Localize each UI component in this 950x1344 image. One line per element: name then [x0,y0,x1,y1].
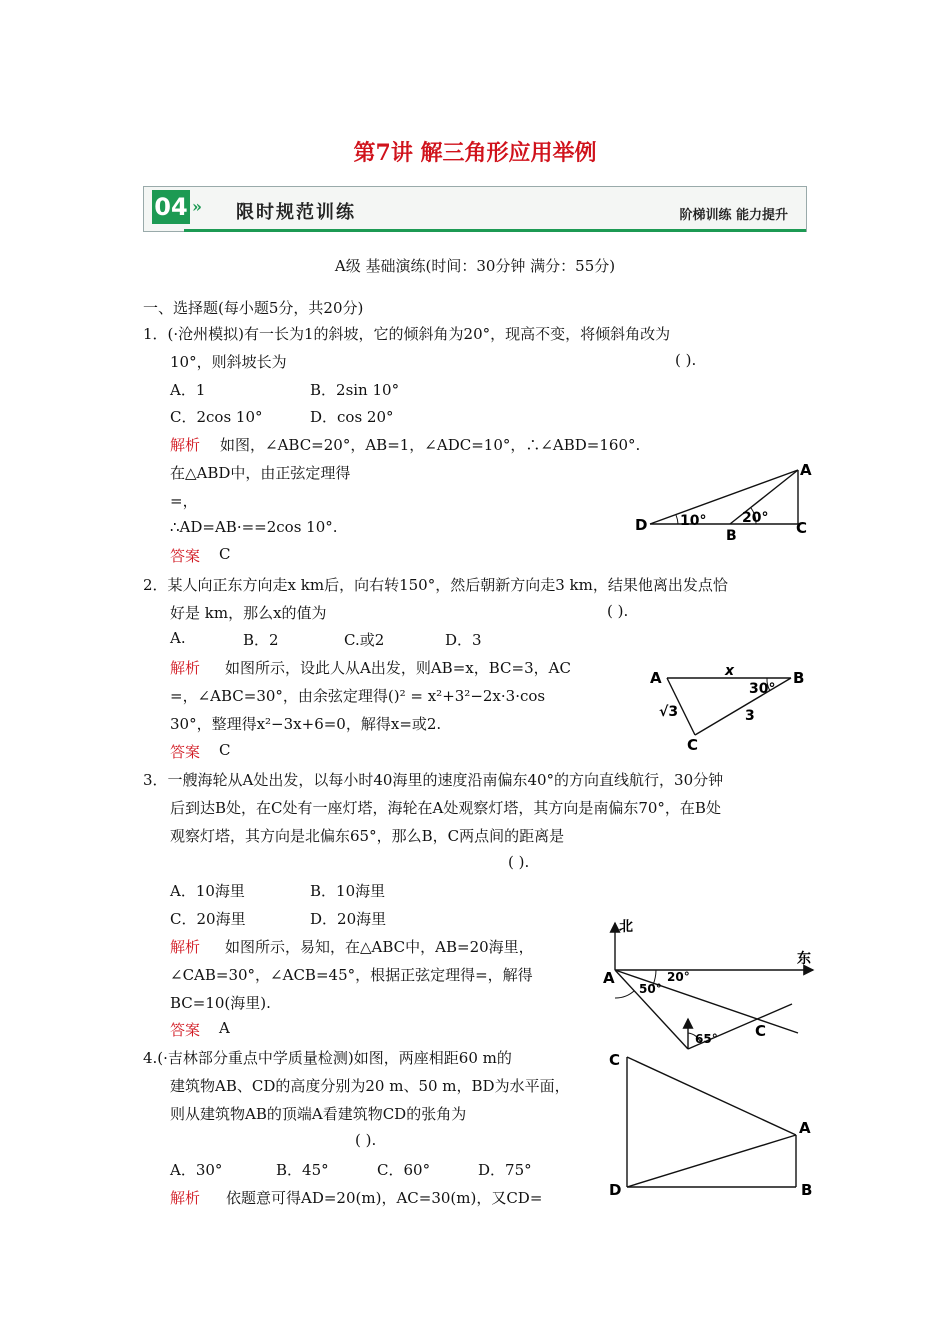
q2-stem-line2: 好是 km，那么x的值为 [170,604,327,622]
q1-option-d: D．cos 20° [310,408,394,426]
q2-answer-label: 答案 [170,743,201,761]
q3-solution-line1: 如图所示，易知，在△ABC中，AB=20海里， [225,938,534,956]
q1-stem-line2: 10°，则斜坡长为 [170,353,287,371]
q2-answer-value: C [219,741,231,759]
q3-option-d: D．20海里 [310,910,387,928]
section-banner [143,186,807,232]
q2-answer-blank: ( ). [607,602,629,620]
banner-subtitle: 阶梯训练 能力提升 [679,208,788,223]
q1-angle-20: 20° [742,510,769,526]
q2-option-b: B．2 [243,631,279,649]
q4-stem-line2: 建筑物AB、CD的高度分别为20 m、50 m，BD为水平面， [170,1077,570,1095]
q2-solution-line3: 30°，整理得x²−3x+6=0，解得x=或2. [170,715,442,733]
q4-buildings-figure [600,1045,820,1200]
q3-label-c: C [755,1022,767,1040]
q2-label-c: C [687,736,699,754]
q4-option-b: B．45° [276,1161,329,1179]
q1-answer-blank: ( ). [675,351,697,369]
q4-label-d: D [609,1181,622,1199]
q4-label-c: C [609,1051,621,1069]
q2-solution-line2: =，∠ABC=30°，由余弦定理得()² = x²+3²−2x·3·cos [170,687,546,705]
q1-label-d: D [635,516,648,534]
q1-solution-line1: 如图，∠ABC=20°，AB=1，∠ADC=10°，∴∠ABD=160°. [220,436,641,454]
q4-solution-label: 解析 [170,1189,201,1207]
q4-option-a: A．30° [170,1161,223,1179]
q3-label-north: 北 [619,919,633,935]
q1-solution-line2: 在△ABD中，由正弦定理得 [170,464,351,482]
q3-label-a: A [603,969,615,987]
q1-solution-label: 解析 [170,436,201,454]
q3-navigation-figure [595,915,820,1055]
q2-triangle-figure [645,660,815,755]
q4-stem-line3: 则从建筑物AB的顶端A看建筑物CD的张角为 [170,1105,467,1123]
q3-solution-line3: BC=10(海里). [170,994,271,1012]
q1-option-c: C．2cos 10° [170,408,263,426]
q1-answer-label: 答案 [170,547,201,565]
q3-solution-label: 解析 [170,938,201,956]
q2-option-c: C.或2 [344,631,385,649]
q2-side-3: 3 [745,708,755,724]
level-heading: A级 基础演练(时间：30分钟 满分：55分) [334,257,616,275]
q2-stem-line1: 2．某人向正东方向走x km后，向右转150°，然后朝新方向走3 km，结果他离出发点恰 [143,576,728,594]
q3-answer-blank: ( ). [508,853,530,871]
q3-label-east: 东 [797,951,811,967]
banner-underline [184,229,806,232]
q4-stem-line1: 4.(·吉林部分重点中学质量检测)如图，两座相距60 m的 [143,1049,512,1067]
q4-option-c: C．60° [377,1161,431,1179]
q4-solution-line1: 依题意可得AD=20(m)，AC=30(m)，又CD= [226,1189,543,1207]
q1-solution-line4: ∴AD=AB·==2cos 10°. [170,518,338,536]
q3-angle-50: 50° [639,982,662,996]
q1-answer-value: C [219,545,231,563]
q2-label-a: A [650,669,662,687]
q2-side-root3: √3 [659,704,679,720]
page-title: 第7讲 解三角形应用举例 [353,140,597,166]
q3-stem-line3: 观察灯塔，其方向是北偏东65°，那么B，C两点间的距离是 [170,827,565,845]
q2-option-d: D．3 [445,631,482,649]
q3-option-b: B．10海里 [310,882,386,900]
q3-stem-line1: 3．一艘海轮从A处出发，以每小时40海里的速度沿南偏东40°的方向直线航行，30分钟 [143,771,724,789]
q3-angle-65: 65° [695,1032,718,1046]
q1-option-a: A．1 [170,381,206,399]
q3-option-c: C．20海里 [170,910,246,928]
q2-label-x: x [725,663,735,679]
q1-label-c: C [796,519,808,537]
q1-solution-line3: =， [170,492,198,510]
q1-stem-line1: 1．(·沧州模拟)有一长为1的斜坡，它的倾斜角为20°，现高不变，将倾斜角改为 [143,325,671,343]
q2-angle-30: 30° [749,681,776,697]
q4-answer-blank: ( ). [355,1131,377,1149]
q2-option-a: A. [170,629,186,647]
q1-option-b: B．2sin 10° [310,381,400,399]
q3-answer-label: 答案 [170,1021,201,1039]
q1-label-b: B [726,528,737,544]
banner-number: 04 [152,190,190,224]
q3-answer-value: A [219,1019,230,1037]
q2-solution-line1: 如图所示，设此人从A出发，则AB=x，BC=3，AC [225,659,571,677]
q3-angle-20: 20° [667,970,690,984]
section-heading: 一、选择题(每小题5分，共20分) [143,299,364,317]
q3-stem-line2: 后到达B处，在C处有一座灯塔，海轮在A处观察灯塔，其方向是南偏东70°，在B处 [170,799,721,817]
q2-label-b: B [793,669,805,687]
q1-angle-10: 10° [680,513,707,529]
banner-arrow-icon: » [192,197,202,216]
q2-solution-label: 解析 [170,659,201,677]
q3-option-a: A．10海里 [170,882,245,900]
q1-triangle-figure [630,455,820,545]
q4-label-a: A [799,1119,811,1137]
q4-option-d: D．75° [478,1161,532,1179]
q1-label-a: A [800,461,812,479]
q3-solution-line2: ∠CAB=30°，∠ACB=45°，根据正弦定理得=，解得 [170,966,533,984]
q4-label-b: B [801,1181,813,1199]
banner-title: 限时规范训练 [236,202,356,223]
